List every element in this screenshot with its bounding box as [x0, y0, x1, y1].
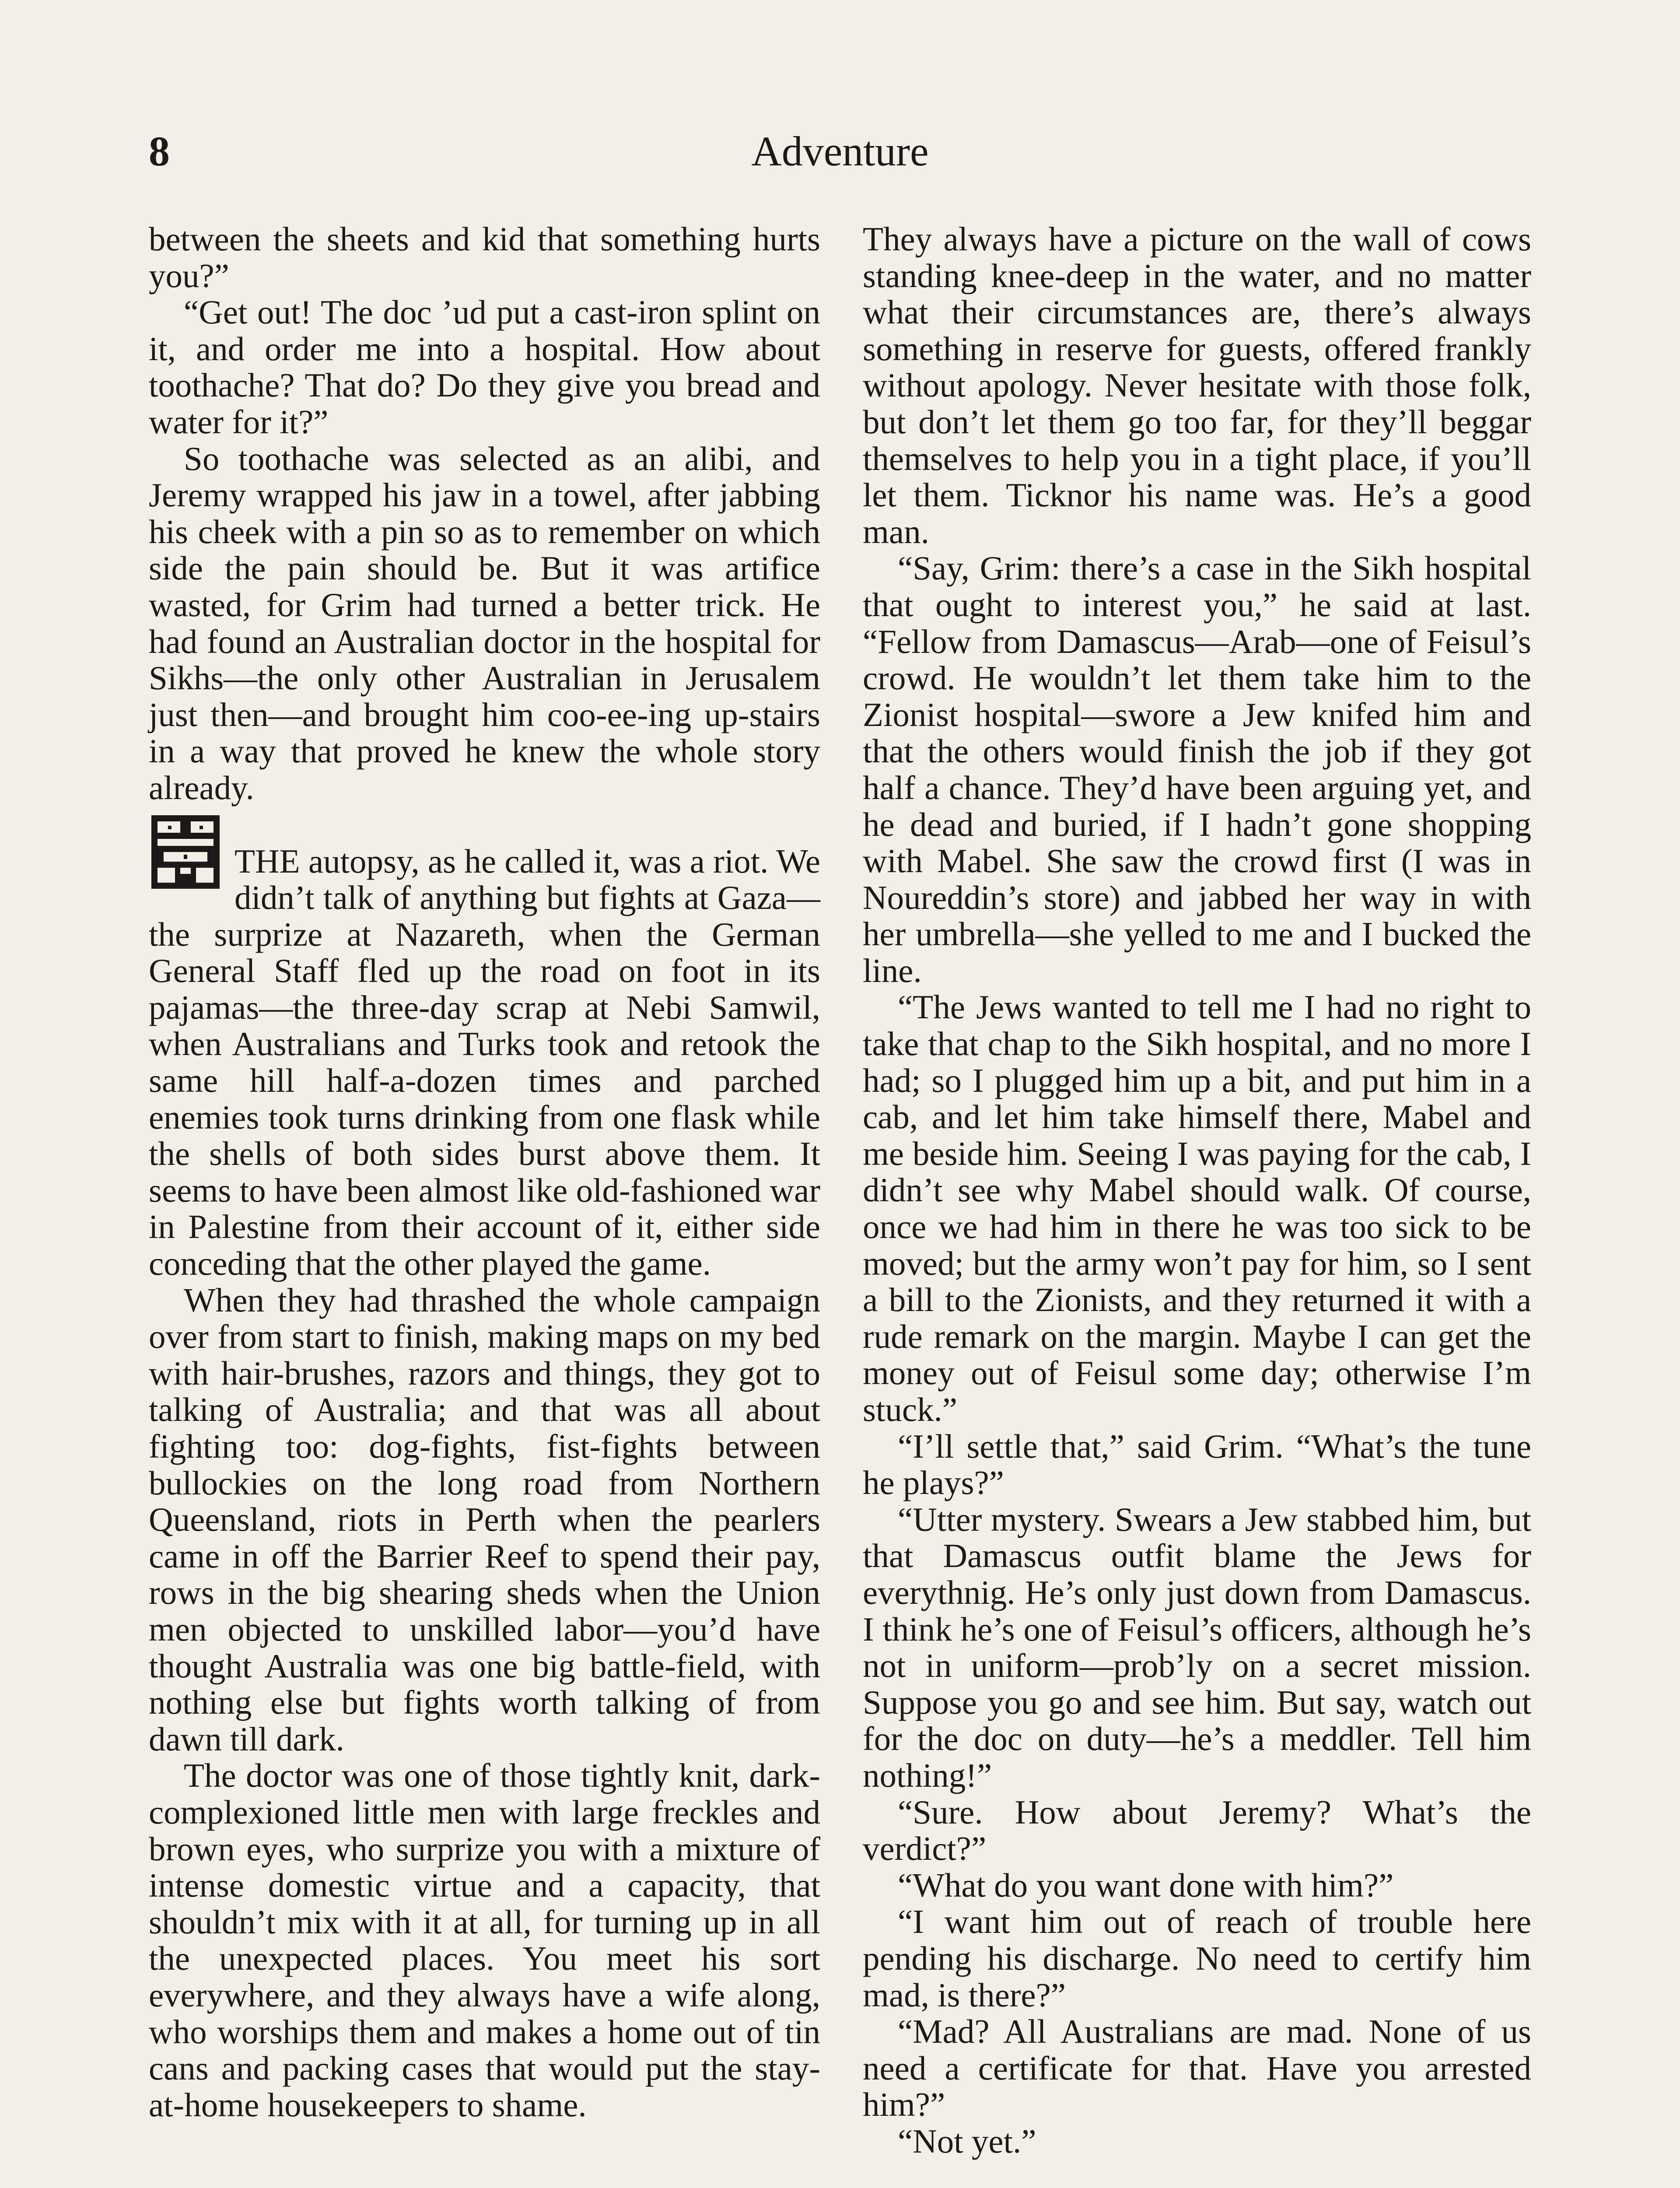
paragraph: So toothache was selected as an alibi, and Jeremy wrapped his jaw in a towel, after jabbing his cheek with a pin so as to remember on which side the pain should be. But it was artifice wasted, for Grim had turned a better trick. He had found an Australian doctor in the hospital for Sikhs—the only other Australian in Jerusalem just then—and brought him coo-ee-ing up-stairs in a way that proved he knew the whole story already.	[149, 439, 820, 806]
paragraph: “Say, Grim: there’s a case in the Sikh hospital that ought to interest you,” he said at last. “Fellow from Damascus—Arab—one of Feisul’s crowd. He wouldn’t let them take him to the Zionist hospital—swore a Jew knifed him and that the others would finish the job if they got half a chance. They’d have been arguing yet, and he dead and buried, if I hadn’t gone shopping with Mabel. She saw the crowd first (I was in Noureddin’s store) and jabbed her way in with her umbrella—she yelled to me and I bucked the line.	[863, 549, 1531, 989]
ornamental-drop-cap-icon	[149, 813, 222, 891]
paragraph: “Not yet.”	[898, 2122, 1036, 2160]
page-number: 8	[149, 128, 170, 175]
paragraph: “I’ll settle that,” said Grim. “What’s the tune he plays?”	[863, 1427, 1531, 1502]
paragraph: When they had thrashed the whole campaign over from start to finish, making maps on my bed with hair-brushes, razors and things, they got to talking of Australia; and that was all about fighting too: dog-fights, fist-fights between bullockies on the long road from Northern Queensland, riots in Perth when the pearlers came in off the Barrier Reef to spend their pay, rows in the big shearing sheds when the Union men objected to unskilled labor—you’d have thought Australia was one big battle-field, with nothing else but fights worth talking of from dawn till dark.	[149, 1281, 820, 1758]
paragraph: “The Jews wanted to tell me I had no right to take that chap to the Sikh hospital, and no more I had; so I plugged him up a bit, and put him in a cab, and let him take himself there, Mabel and me beside him. Seeing I was paying for the cab, I didn’t see why Mabel should walk. Of course, once we had him in there he was too sick to be moved; but the army won’t pay for him, so I sent a bill to the Zionists, and they returned it with a rude remark on the margin. Maybe I can get the money out of Feisul some day; otherwise I’m stuck.”	[863, 988, 1531, 1428]
paragraph: THE autopsy, as he called it, was a riot. We didn’t talk of anything but fights at Gaza—the surprize at Nazareth, when the German General Staff fled up the road on foot in its pajamas—the three-day scrap at Nebi Samwil, when Australians and Turks took and retook the same hill half-a-dozen times and parched enemies took turns drinking from one flask while the shells of both sides burst above them. It seems to have been almost like old-fashioned war in Palestine from their account of it, either side conceding that the other played the game.	[149, 842, 820, 1283]
paragraph: “Get out! The doc ’ud put a cast-iron splint on it, and order me into a hospital. How about toothache? That do? Do they give you bread and water for it?”	[149, 293, 820, 441]
paragraph: “Mad? All Australians are mad. None of us need a certificate for that. Have you arrested him?”	[863, 2013, 1531, 2124]
paragraph: They always have a picture on the wall of cows standing knee-deep in the water, and no matter what their circumstances are, there’s always something in reserve for guests, offered frankly without apology. Never hesitate with those folk, but don’t let them go too far, for they’ll beggar themselves to help you in a tight place, if you’ll let them. Ticknor his name was. He’s a good man.	[863, 220, 1531, 551]
paragraph: The doctor was one of those tightly knit, dark-complexioned little men with large freckles and brown eyes, who surprize you with a mixture of intense domestic virtue and a capacity, that shouldn’t mix with it at all, for turning up in all the unexpected places. You meet his sort everywhere, and they always have a wife along, who worships them and makes a home out of tin cans and packing cases that would put the stay-at-home housekeepers to shame.	[149, 1757, 820, 2124]
running-head-title: Adventure	[751, 128, 929, 175]
right-column	[863, 221, 1531, 2160]
paragraph: “What do you want done with him?”	[898, 1866, 1394, 1904]
paragraph: “Sure. How about Jeremy? What’s the verdict?”	[863, 1793, 1531, 1868]
paragraph: “I want him out of reach of trouble here pending his discharge. No need to certify him mad, is there?”	[863, 1903, 1531, 2014]
paragraph: “Utter mystery. Swears a Jew stabbed him, but that Damascus outfit blame the Jews for everythnig. He’s only just down from Damascus. I think he’s one of Feisul’s officers, although he’s not in uniform—prob’ly on a secret mission. Suppose you go and see him. But say, watch out for the doc on duty—he’s a meddler. Tell him nothing!”	[863, 1500, 1531, 1794]
left-column	[149, 221, 820, 2123]
paragraph: between the sheets and kid that something hurts you?”	[149, 220, 820, 295]
